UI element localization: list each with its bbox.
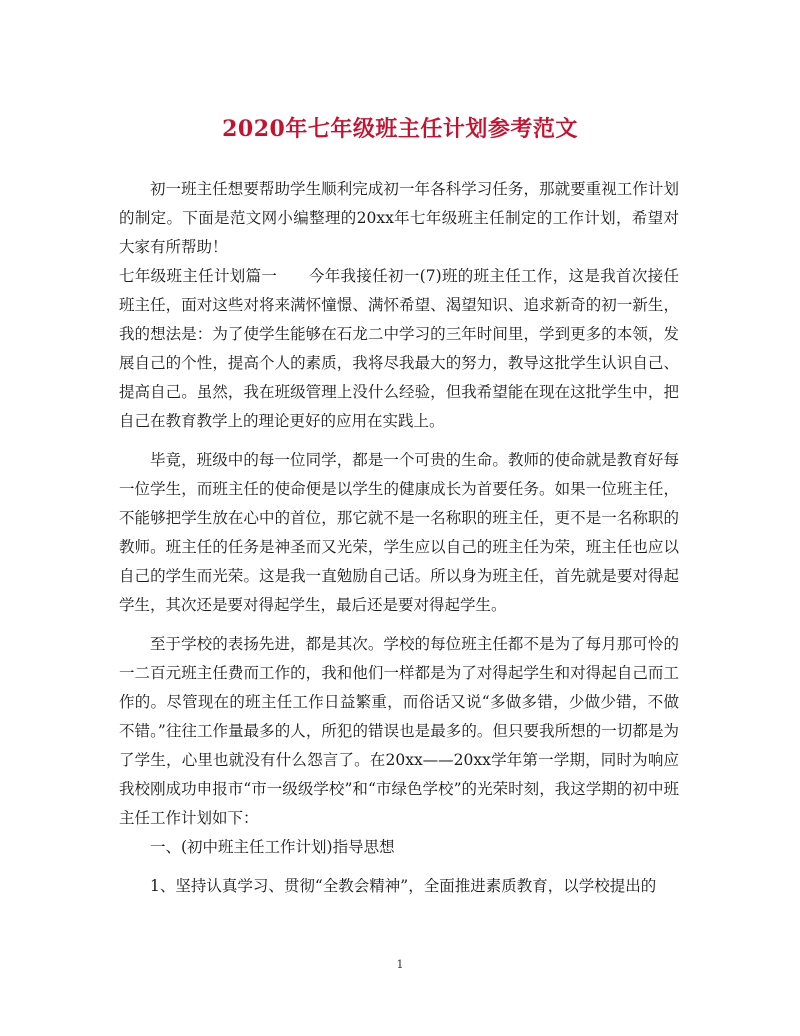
paragraph-plan-one: 七年级班主任计划篇一 今年我接任初一(7)班的班主任工作，这是我首次接任班主任，面对这些对将来满怀憧憬、满怀希望、渴望知识、追求新奇的初一新生，我的想法是：为了使学生能够在石龙二中学习的三年时间里，学到更多的本领，发展自己的个性，提高个人的素质，我将尽我最大的努力，教导这批学生认识自己、提高自己。虽然，我在班级管理上没什么经验，但我希望能在现在这批学生中，把自己在教育教学上的理论更好的应用在实践上。 bbox=[119, 267, 679, 430]
paragraph-item-one: 1、坚持认真学习、贯彻“全教会精神”，全面推进素质教育，以学校提出的 bbox=[150, 877, 657, 895]
paragraph-mission: 毕竟，班级中的每一位同学，都是一个可贵的生命。教师的使命就是教育好每一位学生，而班主任的使命便是以学生的健康成长为首要任务。如果一位班主任，不能够把学生放在心中的首位，那它就不是一名称职的班主任，更不是一名称职的教师。班主任的任务是神圣而又光荣，学生应以自己的班主任为荣，班主任也应以自己的学生而光荣。这是我一直勉励自己话。所以身为班主任，首先就是要对得起学生，其次还是要对得起学生，最后还是要对得起学生。 bbox=[119, 451, 679, 614]
document-body bbox=[119, 175, 679, 901]
page-number: 1 bbox=[396, 958, 404, 971]
paragraph-school: 至于学校的表扬先进，都是其次。学校的每位班主任都不是为了每月那可怜的一二百元班主任费而工作的，我和他们一样都是为了对得起学生和对得起自己而工作的。尽管现在的班主任工作日益繁重，而俗话又说“多做多错，少做少错，不做不错。”往往工作量最多的人，所犯的错误也是最多的。但只要我所想的一切都是为了学生，心里也就没有什么怨言了。在20xx——20xx学年第一学期，同时为响应我校刚成功申报市“市一级级学校”和“市绿色学校”的光荣时刻，我这学期的初中班主任工作计划如下： bbox=[119, 635, 679, 827]
paragraph-intro: 初一班主任想要帮助学生顺利完成初一年各科学习任务，那就要重视工作计划的制定。下面是范文网小编整理的20xx年七年级班主任制定的工作计划，希望对大家有所帮助！ bbox=[119, 180, 679, 256]
document-title: 2020年七年级班主任计划参考范文 bbox=[222, 116, 578, 142]
section-heading-guiding-ideology: 一、(初中班主任工作计划)指导思想 bbox=[150, 838, 395, 856]
